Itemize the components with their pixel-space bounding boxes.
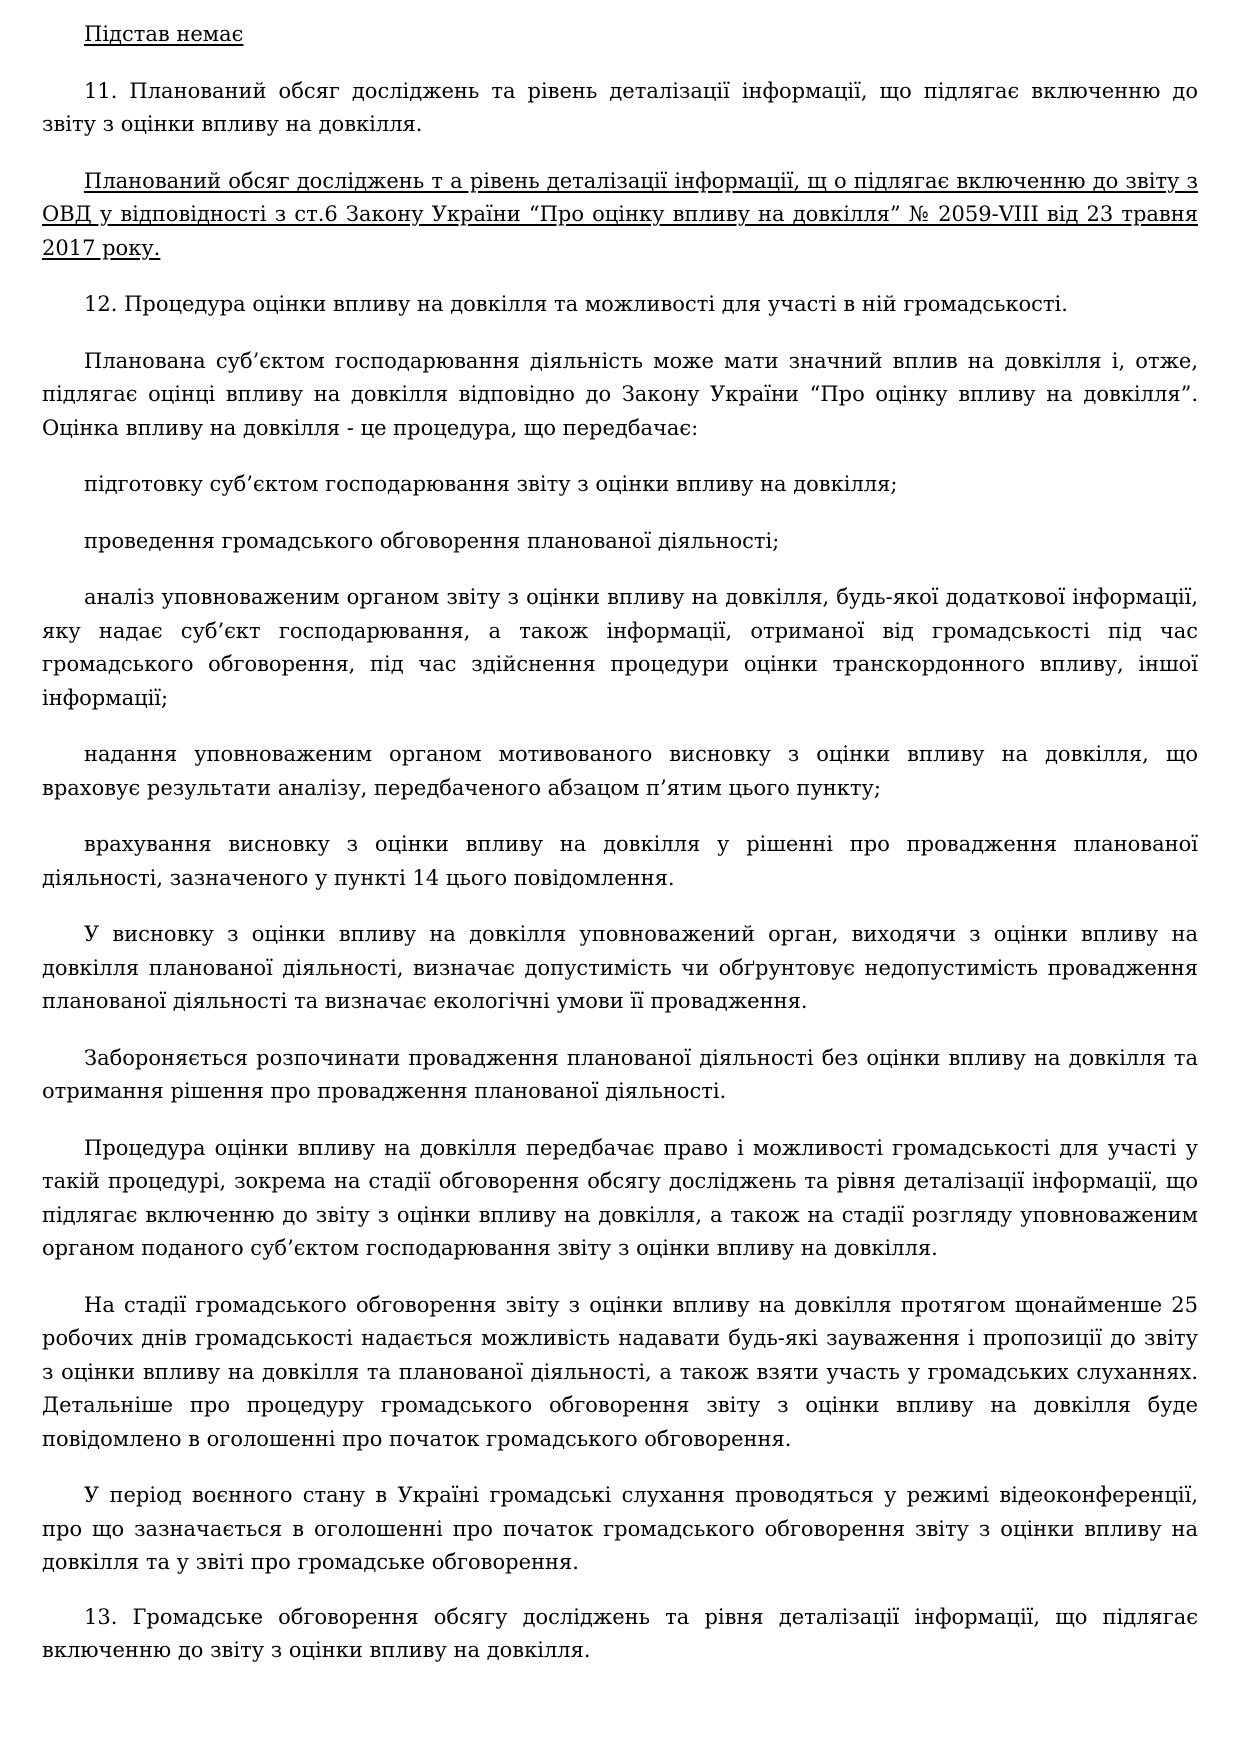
procedure-item-analysis: аналіз уповноваженим органом звіту з оцінки впливу на довкілля, будь-якої додаткової інформації, яку надає суб’єкт господарювання, а також інформації, отриманої від громадськості під час громадського обговорення, під час здійснення процедури оцінки транскордонного впливу, іншої інформації; (42, 585, 1198, 710)
section-13-heading: 13. Громадське обговорення обсягу досліджень та рівня деталізації інформації, що підлягає включенню до звіту з оцінки впливу на довкілля. (42, 1604, 1198, 1662)
section-12-intro: Планована суб’єктом господарювання діяльність може мати значний вплив на довкілля і, отже, підлягає оцінці впливу на довкілля відповідно до Закону України “Про оцінку впливу на довкілля”. Оцінка впливу на довкілля - це процедура, що передбачає: (42, 348, 1198, 440)
public-discussion-stage-paragraph: На стадії громадського обговорення звіту з оцінки впливу на довкілля протягом щонайменше 25 робочих днів громадськості надається можливість надавати будь-які зауваження і пропозиції до звіту з оцінки впливу на довкілля та планованої діяльності, а також взяти участь у громадських слуханнях. Детальніше про процедуру громадського обговорення звіту з оцінки впливу на довкілля буде повідомлено в оголошенні про початок громадського обговорення. (42, 1292, 1198, 1451)
procedure-item-public-discussion: проведення громадського обговорення планованої діяльності; (84, 528, 780, 553)
no-grounds-note: Підстав немає (84, 22, 244, 46)
document-page (42, 18, 1198, 1689)
public-participation-paragraph: Процедура оцінки впливу на довкілля передбачає право і можливості громадськості для участі у такій процедурі, зокрема на стадії обговорення обсягу досліджень та рівня деталізації інформації, що підлягає включенню до звіту з оцінки впливу на довкілля, а також на стадії розгляду уповноваженим органом поданого суб’єктом господарювання звіту з оцінки впливу на довкілля. (42, 1135, 1198, 1260)
procedure-item-preparation: підготовку суб’єктом господарювання звіту з оцінки впливу на довкілля; (84, 472, 898, 496)
conclusion-paragraph: У висновку з оцінки впливу на довкілля уповноважений орган, виходячи з оцінки впливу на довкілля планованої діяльності, визначає допустимість чи обґрунтовує недопустимість провадження планованої діяльності та визначає екологічні умови її провадження. (42, 922, 1198, 1013)
procedure-item-consideration: врахування висновку з оцінки впливу на довкілля у рішенні про провадження планованої діяльності, зазначеного у пункті 14 цього повідомлення. (42, 832, 1198, 890)
section-12-heading: 12. Процедура оцінки впливу на довкілля та можливості для участі в ній громадськості. (84, 292, 1068, 316)
prohibition-paragraph: Забороняється розпочинати провадження планованої діяльності без оцінки впливу на довкілля та отримання рішення про провадження планованої діяльності. (42, 1045, 1198, 1103)
section-11-body: Планований обсяг досліджень т а рівень деталізації інформації, щ о підлягає включенню до звіту з ОВД у відповідності з ст.6 Закону України “Про оцінку впливу на довкілля” № 2059-VIII від 23 травня 2017 року. (42, 168, 1198, 260)
section-11-heading: 11. Планований обсяг досліджень та рівень деталізації інформації, що підлягає включенню до звіту з оцінки впливу на довкілля. (42, 78, 1198, 136)
martial-law-paragraph: У період воєнного стану в Україні громадські слухання проводяться у режимі відеоконференції, про що зазначається в оголошенні про початок громадського обговорення звіту з оцінки впливу на довкілля та у звіті про громадське обговорення. (42, 1483, 1198, 1574)
procedure-item-conclusion: надання уповноваженим органом мотивованого висновку з оцінки впливу на довкілля, що враховує результати аналізу, передбаченого абзацом п’ятим цього пункту; (42, 742, 1198, 800)
